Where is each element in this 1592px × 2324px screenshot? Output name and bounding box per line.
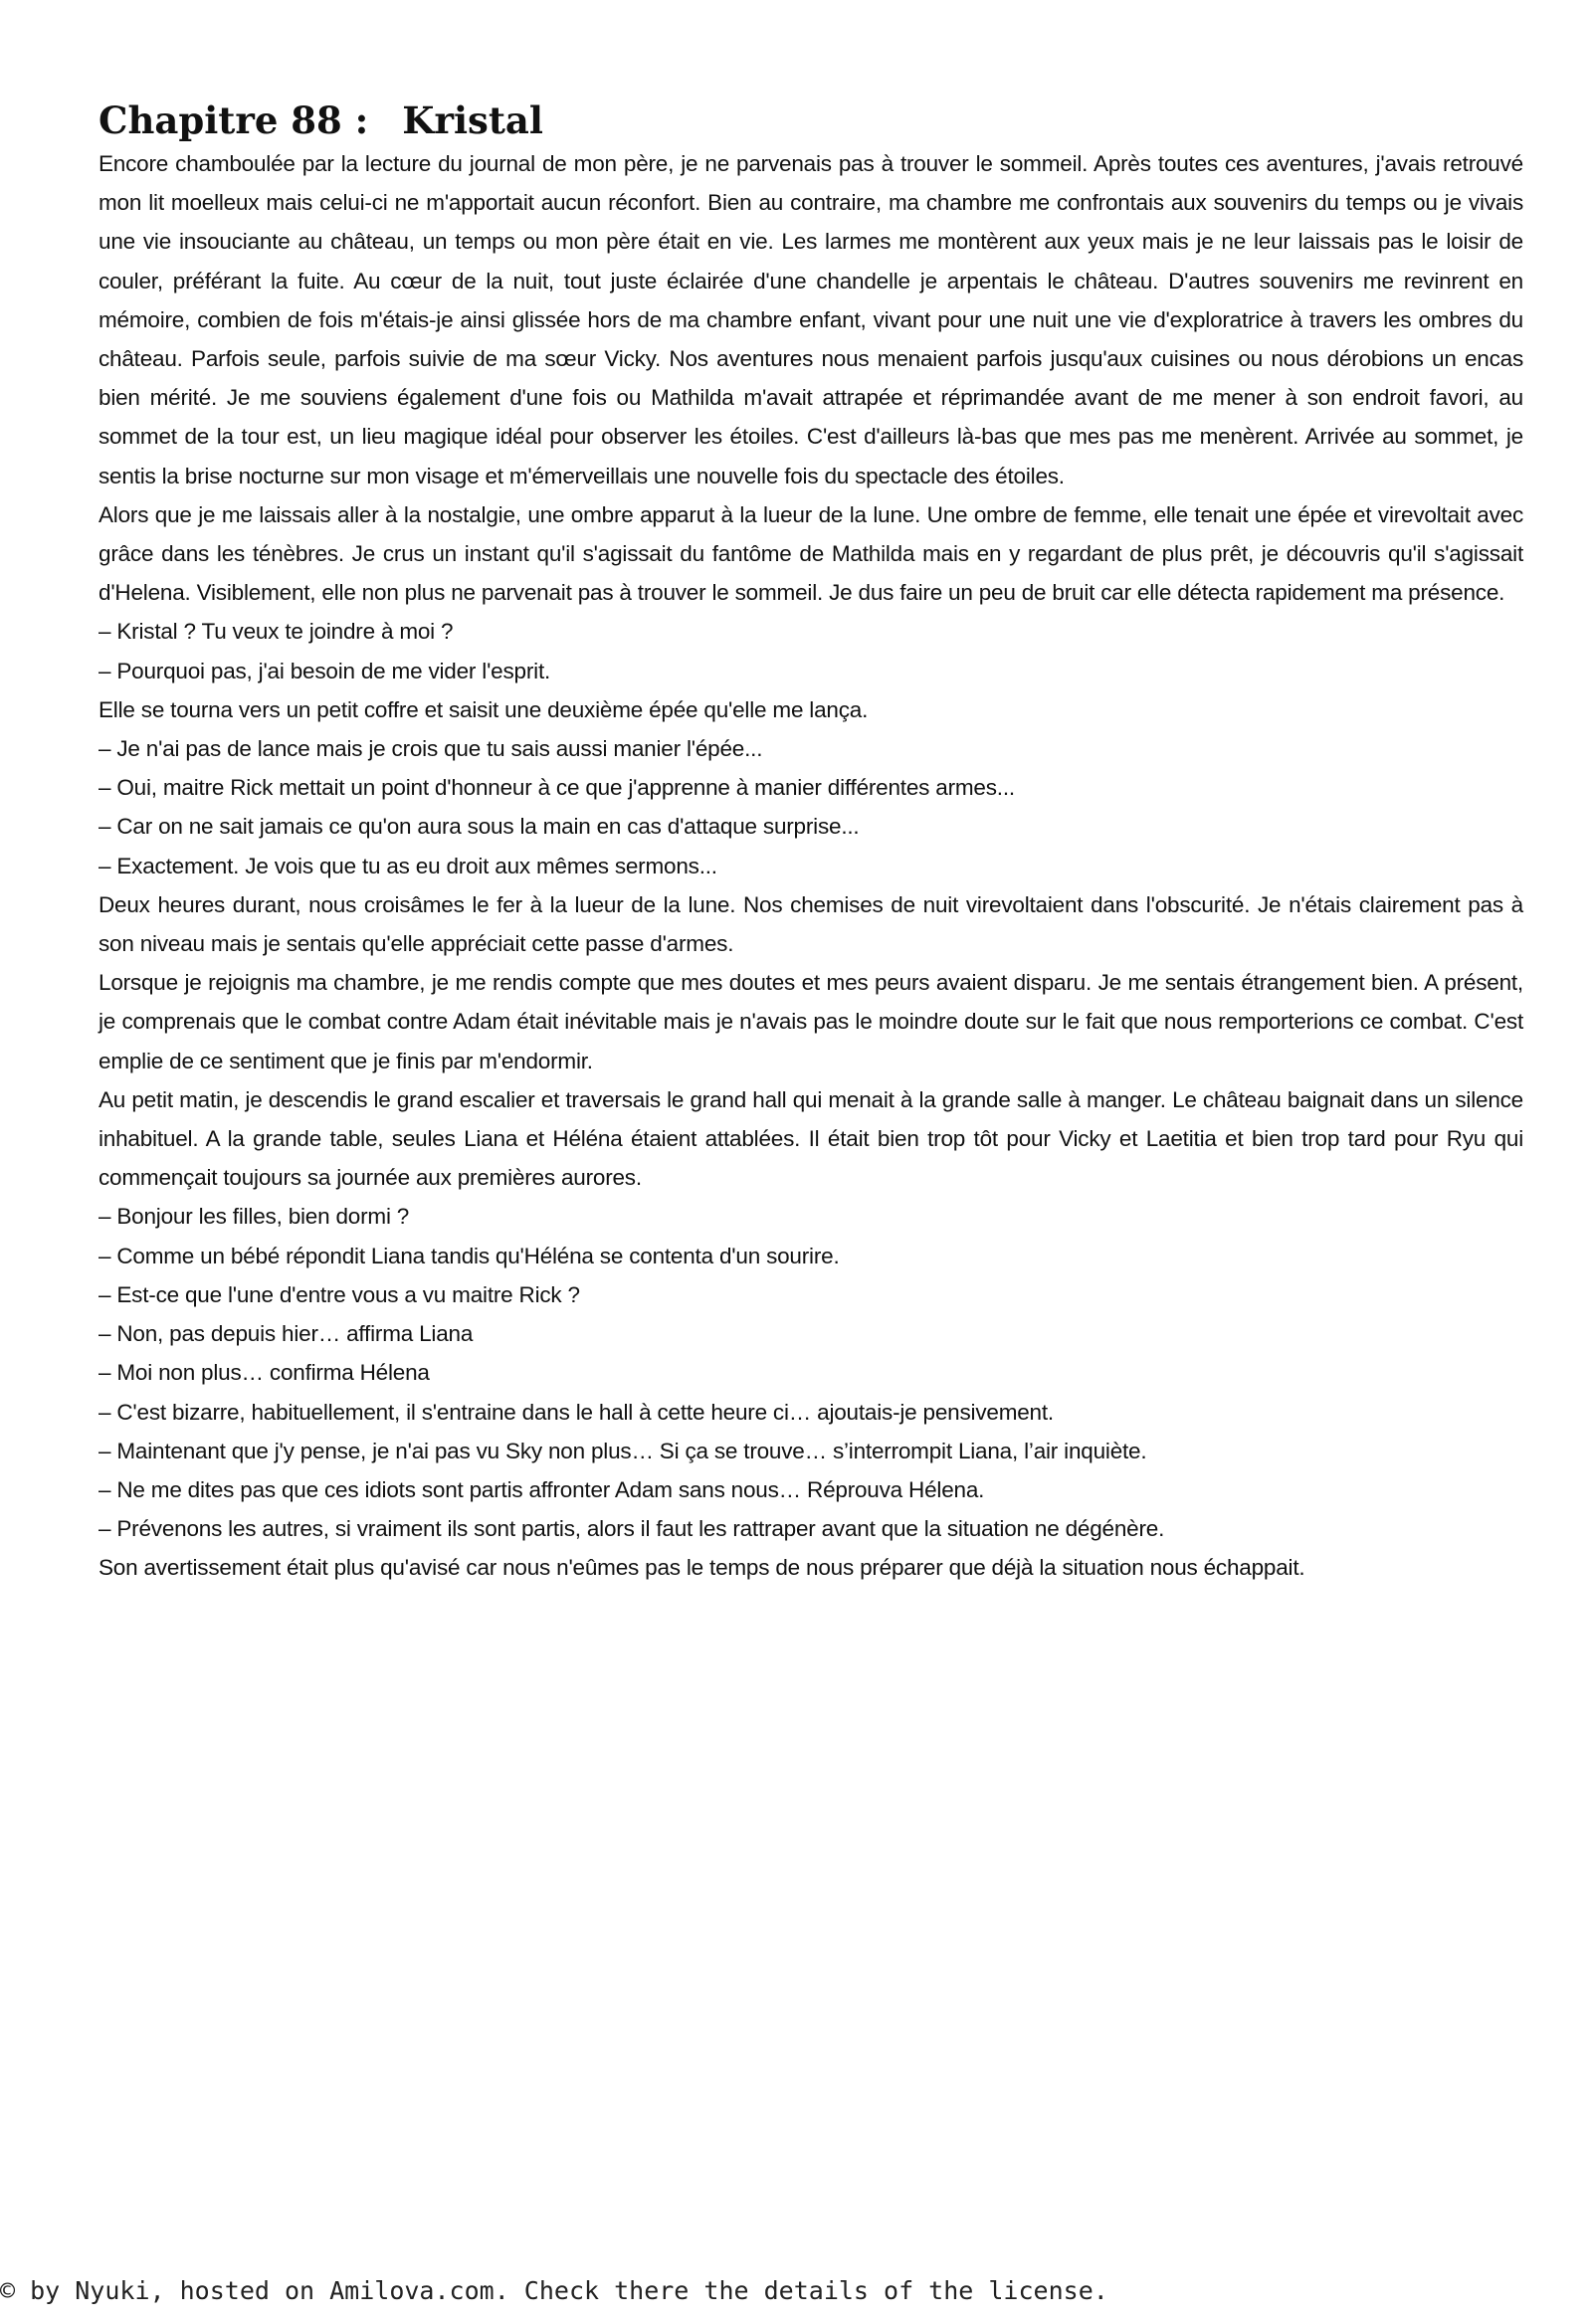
dialogue-line: – Bonjour les filles, bien dormi ?	[99, 1204, 410, 1230]
dialogue-line: – Kristal ? Tu veux te joindre à moi ?	[99, 619, 454, 645]
chapter-title	[99, 97, 1523, 143]
paragraph: Au petit matin, je descendis le grand escalier et traversais le grand hall qui menait à la grande salle à manger. Le château baignait dans un silence inhabituel. A la grande table, seules Liana et Héléna étaient attablées. Il était bien trop tôt pour Vicky et Laetitia et bien trop tard pour Ryu qui commençait toujours sa journée aux premières aurores.	[99, 1086, 1523, 1191]
license-footer: © by Nyuki, hosted on Amilova.com. Check there the details of the license.	[0, 2276, 1108, 2305]
paragraph: Alors que je me laissais aller à la nostalgie, une ombre apparut à la lueur de la lune. Une ombre de femme, elle tenait une épée et virevoltait avec grâce dans les ténèbres. Je crus un instant qu'il s'agissait du fantôme de Mathilda mais en y regardant de plus prêt, je découvris qu'il s'agissait d'Helena. Visiblement, elle non plus ne parvenait pas à trouver le sommeil. Je dus faire un peu de bruit car elle détecta rapidement ma présence.	[99, 501, 1523, 606]
paragraph: Deux heures durant, nous croisâmes le fer à la lueur de la lune. Nos chemises de nuit virevoltaient dans l'obscurité. Je n'étais clairement pas à son niveau mais je sentais qu'elle appréciait cette passe d'armes.	[99, 891, 1523, 957]
dialogue-line: – Non, pas depuis hier… affirma Liana	[99, 1321, 474, 1347]
paragraph: Son avertissement était plus qu'avisé car nous n'eûmes pas le temps de nous préparer que déjà la situation nous échappait.	[99, 1555, 1305, 1581]
paragraph: Lorsque je rejoignis ma chambre, je me rendis compte que mes doutes et mes peurs avaient disparu. Je me sentais étrangement bien. A présent, je comprenais que le combat contre Adam était inévitable mais je n'avais pas le moindre doute sur le fait que nous remporterions ce combat. C'est emplie de ce sentiment que je finis par m'endormir.	[99, 970, 1523, 1073]
dialogue-line: – C'est bizarre, habituellement, il s'entraine dans le hall à cette heure ci… ajoutais-je pensivement.	[99, 1399, 1054, 1425]
paragraph: Elle se tourna vers un petit coffre et saisit une deuxième épée qu'elle me lança.	[99, 696, 869, 722]
dialogue-line: – Exactement. Je vois que tu as eu droit aux mêmes sermons...	[99, 853, 717, 878]
dialogue-line: – Prévenons les autres, si vraiment ils sont partis, alors il faut les rattraper avant que la situation ne dégénère.	[99, 1516, 1165, 1542]
document-page	[99, 97, 1523, 1588]
dialogue-line: – Moi non plus… confirma Hélena	[99, 1360, 430, 1386]
chapter-body	[99, 144, 1523, 1588]
chapter-character: Kristal	[402, 98, 543, 142]
dialogue-line: – Je n'ai pas de lance mais je crois que tu sais aussi manier l'épée...	[99, 736, 763, 762]
dialogue-line: – Pourquoi pas, j'ai besoin de me vider l'esprit.	[99, 658, 551, 683]
dialogue-line: – Car on ne sait jamais ce qu'on aura sous la main en cas d'attaque surprise...	[99, 814, 860, 840]
dialogue-line: – Est-ce que l'une d'entre vous a vu maitre Rick ?	[99, 1281, 580, 1307]
dialogue-line: – Maintenant que j'y pense, je n'ai pas vu Sky non plus… Si ça se trouve… s’interrompit Liana, l’air inquiète.	[99, 1438, 1147, 1463]
chapter-number: Chapitre 88 :	[99, 98, 369, 142]
dialogue-line: – Oui, maitre Rick mettait un point d'honneur à ce que j'apprenne à manier différentes armes...	[99, 775, 1015, 801]
dialogue-line: – Ne me dites pas que ces idiots sont partis affronter Adam sans nous… Réprouva Hélena.	[99, 1476, 985, 1502]
dialogue-line: – Comme un bébé répondit Liana tandis qu'Héléna se contenta d'un sourire.	[99, 1243, 840, 1268]
paragraph: Encore chamboulée par la lecture du journal de mon père, je ne parvenais pas à trouver le sommeil. Après toutes ces aventures, j'avais retrouvé mon lit moelleux mais celui-ci ne m'apportait aucun réconfort. Bien au contraire, ma chambre me confrontais aux souvenirs du temps ou je vivais une vie insouciante au château, un temps ou mon père était en vie. Les larmes me montèrent aux yeux mais je ne leur laissais pas le loisir de couler, préférant la fuite. Au cœur de la nuit, tout juste éclairée d'une chandelle je arpentais le château. D'autres souvenirs me revinrent en mémoire, combien de fois m'étais-je ainsi glissée hors de ma chambre enfant, vivant pour une nuit une vie d'exploratrice à travers les ombres du château. Parfois seule, parfois suivie de ma sœur Vicky. Nos aventures nous menaient parfois jusqu'aux cuisines ou nous dérobions un encas bien mérité. Je me souviens également d'une fois ou Mathilda m'avait attrapée et réprimandée avant de me mener à son endroit favori, au sommet de la tour est, un lieu magique idéal pour observer les étoiles. C'est d'ailleurs là-bas que mes pas me menèrent. Arrivée au sommet, je sentis la brise nocturne sur mon visage et m'émerveillais une nouvelle fois du spectacle des étoiles.	[99, 151, 1523, 488]
